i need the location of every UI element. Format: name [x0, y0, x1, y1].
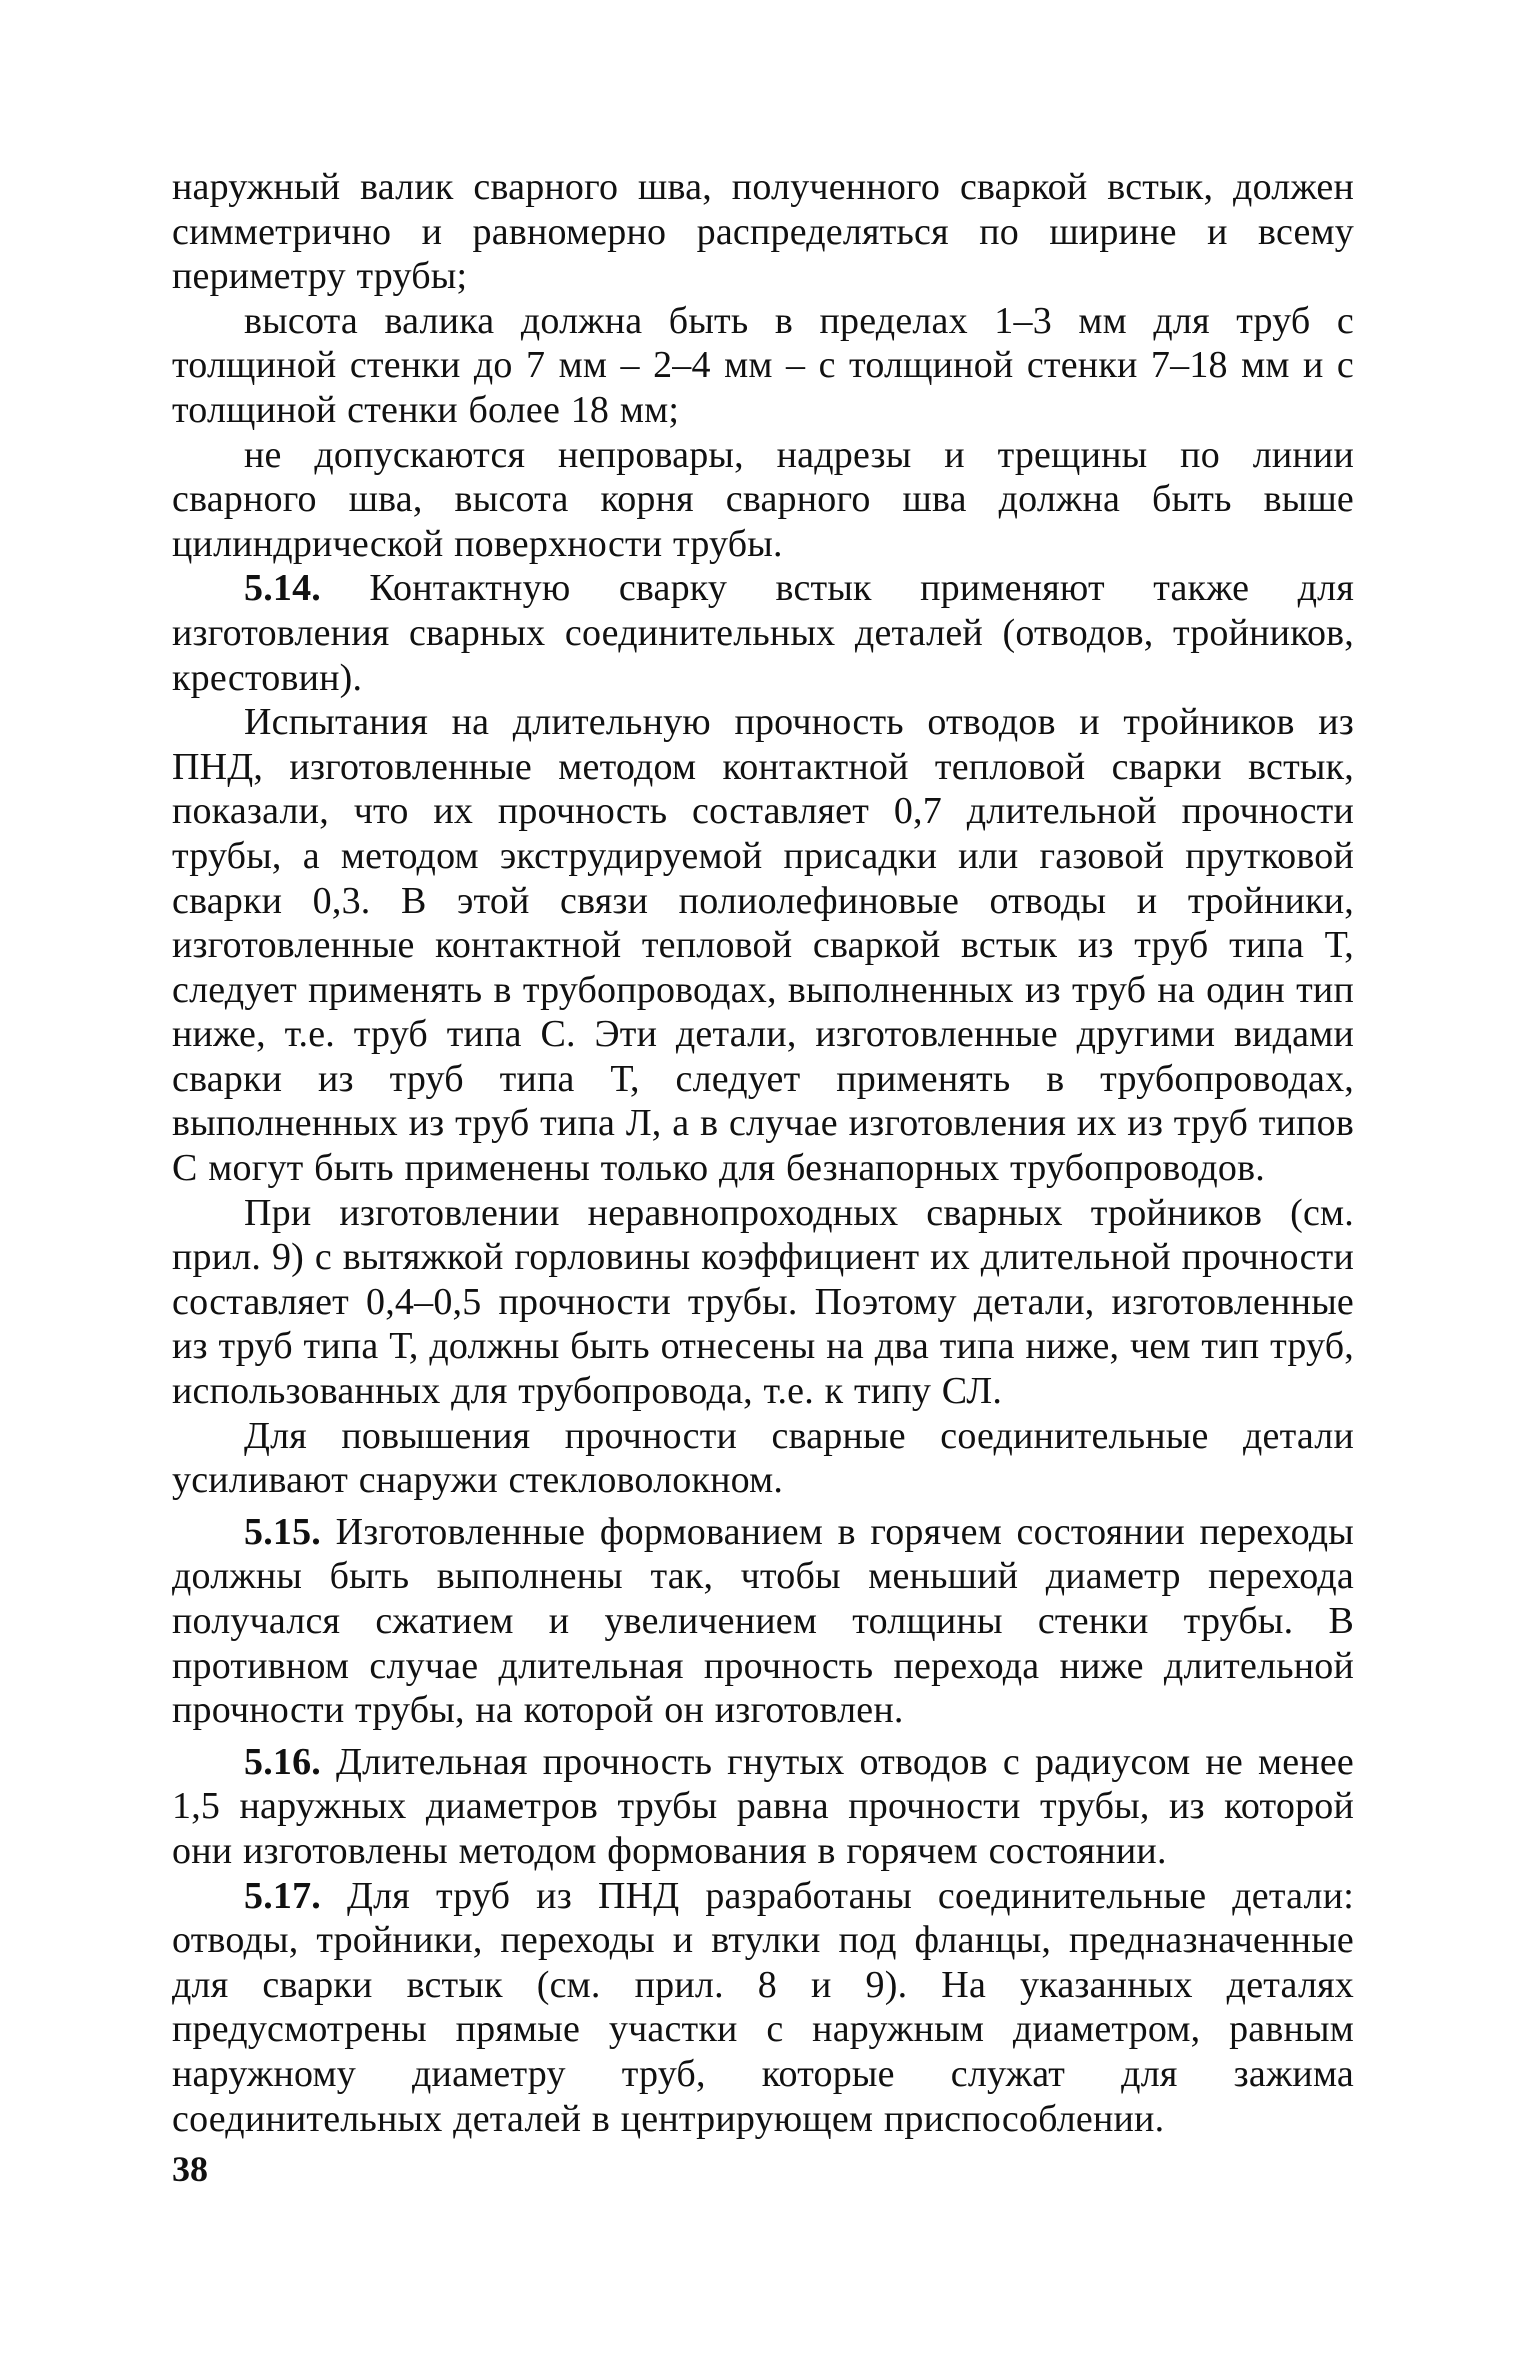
section-number-5-15: 5.15.: [244, 1510, 321, 1553]
paragraph-section-5-17: [172, 1874, 1354, 2142]
paragraph-fiberglass-reinforcement: Для повышения прочности сварные соединительные детали усиливают снаружи стекловолокном.: [172, 1414, 1354, 1502]
section-number-5-16: 5.16.: [244, 1740, 321, 1783]
paragraph-unequal-tees: При изготовлении неравнопроходных сварных тройников (см. прил. 9) с вытяжкой горловины коэффициент их длительной прочности составляет 0,4–0,5 прочности трубы. Поэтому детали, изготовленные из труб типа Т, должны быть отнесены на два типа ниже, чем тип труб, использованных для трубопровода, т.е. к типу СЛ.: [172, 1191, 1354, 1413]
section-5-15-text: Изготовленные формованием в горячем состоянии переходы должны быть выполнены так, чтобы меньший диаметр перехода получался сжатием и увеличением толщины стенки трубы. В противном случае длительная прочность перехода ниже длительной прочности трубы, на которой он изготовлен.: [172, 1510, 1354, 1732]
section-5-14-text: Контактную сварку встык применяют также для изготовления сварных соединительных деталей (отводов, тройников, крестовин).: [172, 567, 1354, 699]
paragraph-section-5-15: [172, 1510, 1354, 1733]
paragraph-defects-not-allowed: не допускаются непровары, надрезы и трещины по линии сварного шва, высота корня сварного шва должна быть выше цилиндрической поверхности трубы.: [172, 433, 1354, 565]
paragraph-weld-bead-symmetry: наружный валик сварного шва, полученного сваркой встык, должен симметрично и равномерно распределяться по ширине и всему периметру трубы;: [172, 166, 1354, 298]
section-number-5-14: 5.14.: [244, 567, 321, 610]
section-number-5-17: 5.17.: [244, 1874, 321, 1917]
paragraph-section-5-16: [172, 1740, 1354, 1874]
page-number: 38: [172, 2149, 208, 2189]
section-5-16-text: Длительная прочность гнутых отводов с радиусом не менее 1,5 наружных диаметров трубы равна прочности трубы, из которой они изготовлены методом формования в горячем состоянии.: [172, 1740, 1354, 1872]
paragraph-section-5-14: [172, 566, 1354, 700]
paragraph-bead-height: высота валика должна быть в пределах 1–3 мм для труб с толщиной стенки до 7 мм – 2–4 мм – с толщиной стенки 7–18 мм и с толщиной стенки более 18 мм;: [172, 299, 1354, 431]
page-body-text: [172, 165, 1354, 2141]
paragraph-strength-tests: Испытания на длительную прочность отводов и тройников из ПНД, изготовленные методом контактной тепловой сварки встык, показали, что их прочность составляет 0,7 длительной прочности трубы, а методом экструдируемой присадки или газовой прутковой сварки 0,3. В этой связи полиолефиновые отводы и тройники, изготовленные контактной тепловой сваркой встык из труб типа Т, следует применять в трубопроводах, выполненных из труб на один тип ниже, т.е. труб типа С. Эти детали, изготовленные другими видами сварки из труб типа Т, следует применять в трубопроводах, выполненных из труб типа Л, а в случае изготовления их из труб типов С могут быть применены только для безнапорных трубопроводов.: [172, 701, 1354, 1190]
section-5-17-text: Для труб из ПНД разработаны соединительные детали: отводы, тройники, переходы и втулки под фланцы, предназначенные для сварки встык (см. прил. 8 и 9). На указанных деталях предусмотрены прямые участки с наружным диаметром, равным наружному диаметру труб, которые служат для зажима соединительных деталей в центрирующем приспособлении.: [172, 1874, 1354, 2140]
